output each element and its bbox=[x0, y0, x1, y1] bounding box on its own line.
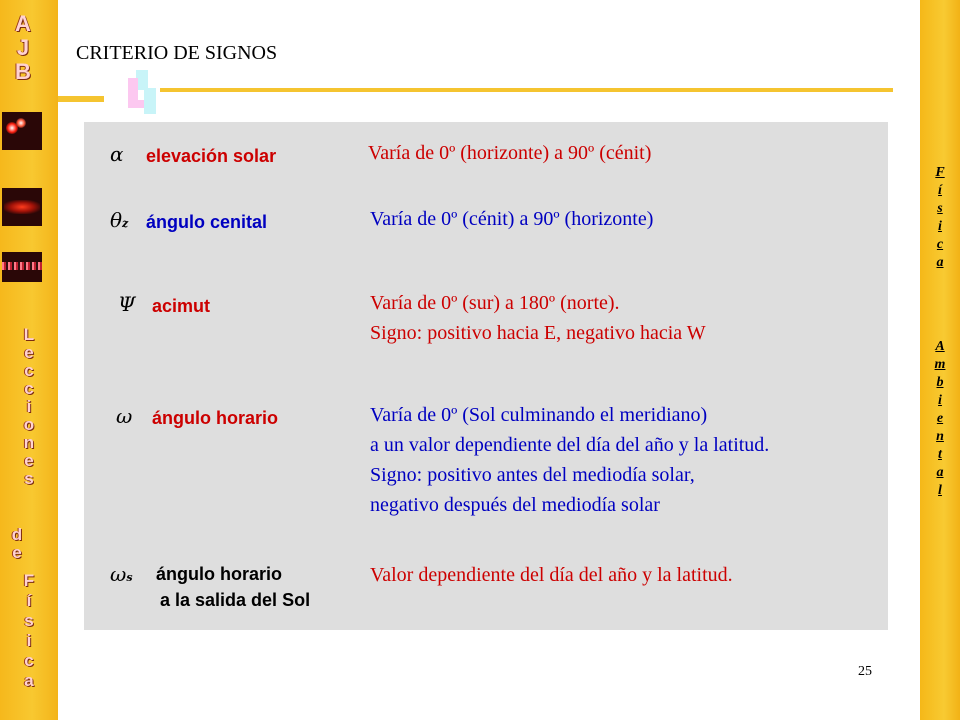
sidebar-letter: L bbox=[23, 325, 35, 344]
row-description: Varía de 0º (sur) a 180º (norte). bbox=[370, 292, 620, 314]
decorative-blocks-icon bbox=[124, 70, 164, 120]
sidebar-letter: í bbox=[26, 591, 32, 610]
sidebar-letter: e bbox=[24, 343, 34, 362]
row-description: a un valor dependiente del día del año y la latitud. bbox=[370, 434, 770, 456]
page-number: 25 bbox=[858, 664, 872, 679]
row-label: elevación solar bbox=[146, 146, 277, 166]
row-description: Valor dependiente del día del año y la latitud. bbox=[370, 564, 733, 586]
row-description: Varía de 0º (cénit) a 90º (horizonte) bbox=[370, 208, 654, 230]
page-title: CRITERIO DE SIGNOS bbox=[76, 42, 278, 64]
sidebar-letter: i bbox=[26, 397, 32, 416]
content-panel bbox=[84, 122, 888, 630]
row-label: ángulo horario bbox=[152, 408, 278, 428]
psi-symbol: Ψ bbox=[118, 292, 136, 316]
brand-letter: B bbox=[15, 59, 31, 84]
omega-symbol: ω bbox=[116, 404, 133, 428]
left-sidebar bbox=[0, 0, 58, 720]
sidebar-link-letter[interactable]: b bbox=[936, 375, 944, 390]
sidebar-letter: n bbox=[23, 433, 35, 452]
sidebar-letter: c bbox=[24, 651, 34, 670]
row-label: a la salida del Sol bbox=[160, 590, 311, 610]
flare-thumbnail-image bbox=[2, 188, 42, 226]
sidebar-link-letter[interactable]: c bbox=[936, 237, 944, 252]
alpha-symbol: α bbox=[110, 142, 124, 166]
sidebar-letter: o bbox=[23, 415, 35, 434]
row-label: ángulo horario bbox=[156, 564, 282, 584]
sidebar-link-letter[interactable]: A bbox=[935, 339, 945, 354]
brand-letter: A bbox=[15, 11, 31, 36]
row-description: Signo: positivo hacia E, negativo hacia W bbox=[370, 322, 706, 344]
spectrum-thumbnail-image bbox=[2, 252, 42, 282]
row-description: Signo: positivo antes del mediodía solar, bbox=[370, 464, 695, 486]
sun-thumbnail-image bbox=[2, 112, 42, 150]
sidebar-link-letter[interactable]: e bbox=[936, 411, 944, 426]
row-description: Varía de 0º (horizonte) a 90º (cénit) bbox=[368, 142, 652, 164]
sidebar-link-letter[interactable]: m bbox=[934, 357, 946, 372]
row-label: acimut bbox=[152, 296, 211, 316]
header-divider-left bbox=[58, 96, 104, 102]
omega-s-symbol: ωs bbox=[110, 562, 133, 586]
sidebar-letter: F bbox=[23, 571, 35, 590]
header-divider bbox=[160, 88, 893, 92]
sidebar-letter: i bbox=[26, 631, 32, 650]
sidebar-link-letter[interactable]: a bbox=[936, 465, 944, 480]
sidebar-letter: d bbox=[11, 525, 23, 544]
theta-symbol: θz bbox=[110, 208, 129, 232]
brand-letter: J bbox=[16, 35, 30, 60]
sidebar-link-letter[interactable]: s bbox=[937, 201, 943, 216]
sidebar-link-letter[interactable]: i bbox=[938, 393, 942, 408]
sidebar-letter: e bbox=[12, 543, 22, 562]
sidebar-letter: s bbox=[24, 611, 34, 630]
sidebar-link-letter[interactable]: l bbox=[938, 483, 942, 498]
row-label: ángulo cenital bbox=[146, 212, 268, 232]
sidebar-link-letter[interactable]: a bbox=[936, 255, 944, 270]
sidebar-letter: s bbox=[24, 469, 34, 488]
row-description: Varía de 0º (Sol culminando el meridiano) bbox=[370, 404, 708, 426]
sidebar-link-letter[interactable]: F bbox=[935, 165, 945, 180]
sidebar-link-letter[interactable]: í bbox=[938, 183, 942, 198]
sidebar-letter: e bbox=[24, 451, 34, 470]
sidebar-letter: c bbox=[24, 361, 34, 380]
sidebar-link-letter[interactable]: t bbox=[938, 447, 942, 462]
right-sidebar bbox=[920, 0, 960, 720]
sidebar-letter: c bbox=[24, 379, 34, 398]
row-description: negativo después del mediodía solar bbox=[370, 494, 660, 516]
sidebar-letter: a bbox=[24, 671, 34, 690]
sidebar-link-letter[interactable]: i bbox=[938, 219, 942, 234]
sidebar-link-letter[interactable]: n bbox=[936, 429, 944, 444]
